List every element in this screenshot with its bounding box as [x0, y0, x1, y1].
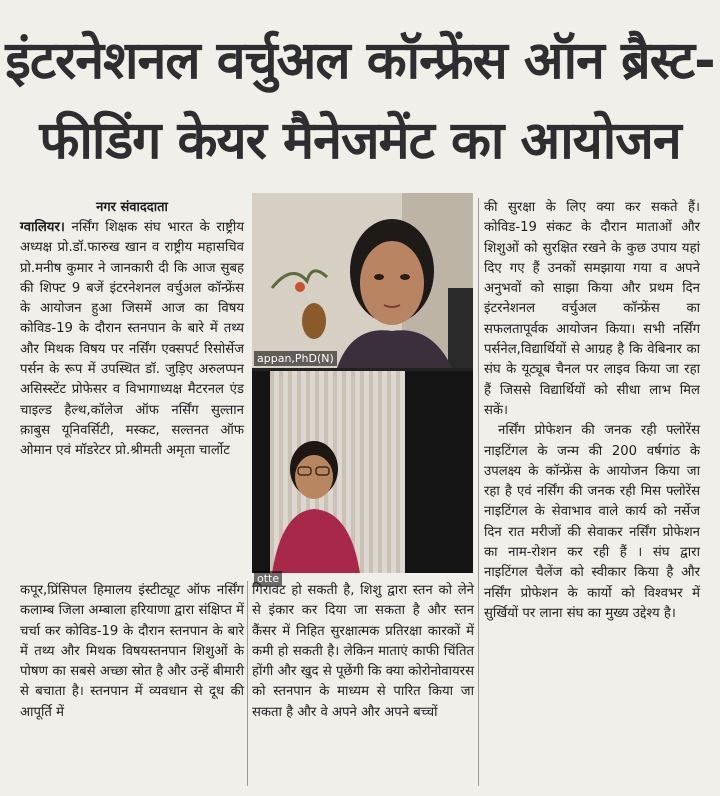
byline: नगर संवाददाता	[96, 200, 168, 215]
column-1-bottom: कपूर,प्रिंसिपल हिमालय इंस्टीट्यूट ऑफ नर्सिंग कलाम्ब जिला अम्बाला हरियाणा द्वारा संक्षिप्त में चर्चा कर कोविड-19 के दौरान स्तनपान के बारे में तथ्य और मिथक विषयस्तनपान शिशुओं के पोषण का सबसे अच्छा स्रोत है और उन्हें बीमारी से बचाता है। स्तनपान में व्यवधान से दूध की आपूर्ति में	[20, 583, 244, 720]
column-1-text: नर्सिंग शिक्षक संघ भारत के राष्ट्रीय अध्यक्ष प्रो.डॉ.फारुख खान व राष्ट्रीय महासचिव प्रो.मनीष कुमार ने जानकारी दी कि आज सुबह की शिफ्ट 9 बजें इंटरनेशनल वर्चुअल कॉन्फ्रेंस के आयोजन हुआ जिसमें आज का विषय कोविड-19 के दौरान स्तनपान के बारे में तथ्य और मिथक विषय पर नर्सिंग एक्सपर्ट रिसोर्सेज पर्सन के रूप में उपस्थित डॉ. जुड़िए अरुलप्पन असिस्स्टेंट प्रोफेसर व विभागाध्यक्ष मैटरनल एंड चाइल्ड हैल्थ,कॉलेज ऑफ नर्सिंग सुल्तान क़ाबुस यूनिवर्सिटी, मस्कट, सल्तनत ऑफ ओमान एवं मॉडरेटर प्रो.श्रीमती अमृता चार्लोट	[20, 220, 244, 459]
video-call-photo	[252, 193, 473, 585]
column-3	[484, 198, 700, 624]
moderator-video-pane	[252, 371, 473, 573]
headline	[0, 0, 720, 190]
column-3-paragraph-2: नर्सिंग प्रोफेशन की जनक रही फ्लोरेंस नाइटिंगल के जन्म की 200 वर्षगांठ के उपलक्ष्य के कॉन्फ्रेंस के आयोजन किया जा रहा है एवं नर्सिंग की जनक रही मिस फ्लोरेंस नाइटिंगल के सेवाभाव वाले कार्य को नर्सेज दिन रात मरीजों की सेवाकर नर्सिंग प्रोफेशन का नाम-रोशन कर रही हैं । संघ द्वारा नाइटिंगल चैलेंज को स्वीकार किया है और नर्सिंग प्रोफेशन के कार्यो को विश्वभर में सुर्खियों पर लाना संघ का मुख्य उद्देश्य है।	[484, 423, 700, 621]
speaker-image	[252, 193, 473, 368]
column-1-top	[20, 198, 244, 462]
speaker-video-pane	[252, 193, 473, 368]
headline-line-1: इंटरनेशनल वर्चुअल कॉन्फ्रेंस ऑन ब्रैस्ट-	[5, 31, 715, 91]
speaker-name-label: appan,PhD(N)	[254, 351, 337, 366]
column-3-paragraph-1: की सुरक्षा के लिए क्या कर सकते हैं। कोविड-19 संकट के दौरान माताओं और शिशुओं को सुरक्षित रखने के कुछ उपाय यहां दिए गए हैं उनकों समझाया गया व अपने अनुभवों को साझा किया और प्रथम दिन इंटरनेशनल वर्चुअल कॉन्फ्रेंस का सफलतापूर्वक आयोजन किया। सभी नर्सिंग पर्सनेल,विद्यार्थियों से आग्रह है कि वेबिनार का संघ के यूट्यूब चैनल पर लाइव किया जा रहा हैं जिससे विद्यार्थियों को सीधा लाभ मिल सकें।	[484, 200, 700, 418]
column-divider	[247, 581, 248, 786]
column-divider	[478, 198, 479, 786]
headline-line-2: फीडिंग केयर मैनेजमेंट का आयोजन	[39, 111, 681, 171]
dateline-place: ग्वालियर।	[20, 220, 65, 235]
moderator-name-label: otte	[254, 571, 282, 586]
moderator-image	[252, 371, 473, 573]
column-2: गिरावट हो सकती है, शिशु द्वारा स्तन को लेने से इंकार कर दिया जा सकता है और स्तन कैंसर में निहित सुरक्षात्मक प्रतिरक्षा कारकों में कमी हो सकती है। लेकिन माताएं काफी चिंतित होंगी और खुद से पूछेंगी कि क्या कोरोनोवायरस को स्तनपान के माध्यम से पारित किया जा सकता है और वे अपने और अपने बच्चों	[252, 583, 474, 720]
